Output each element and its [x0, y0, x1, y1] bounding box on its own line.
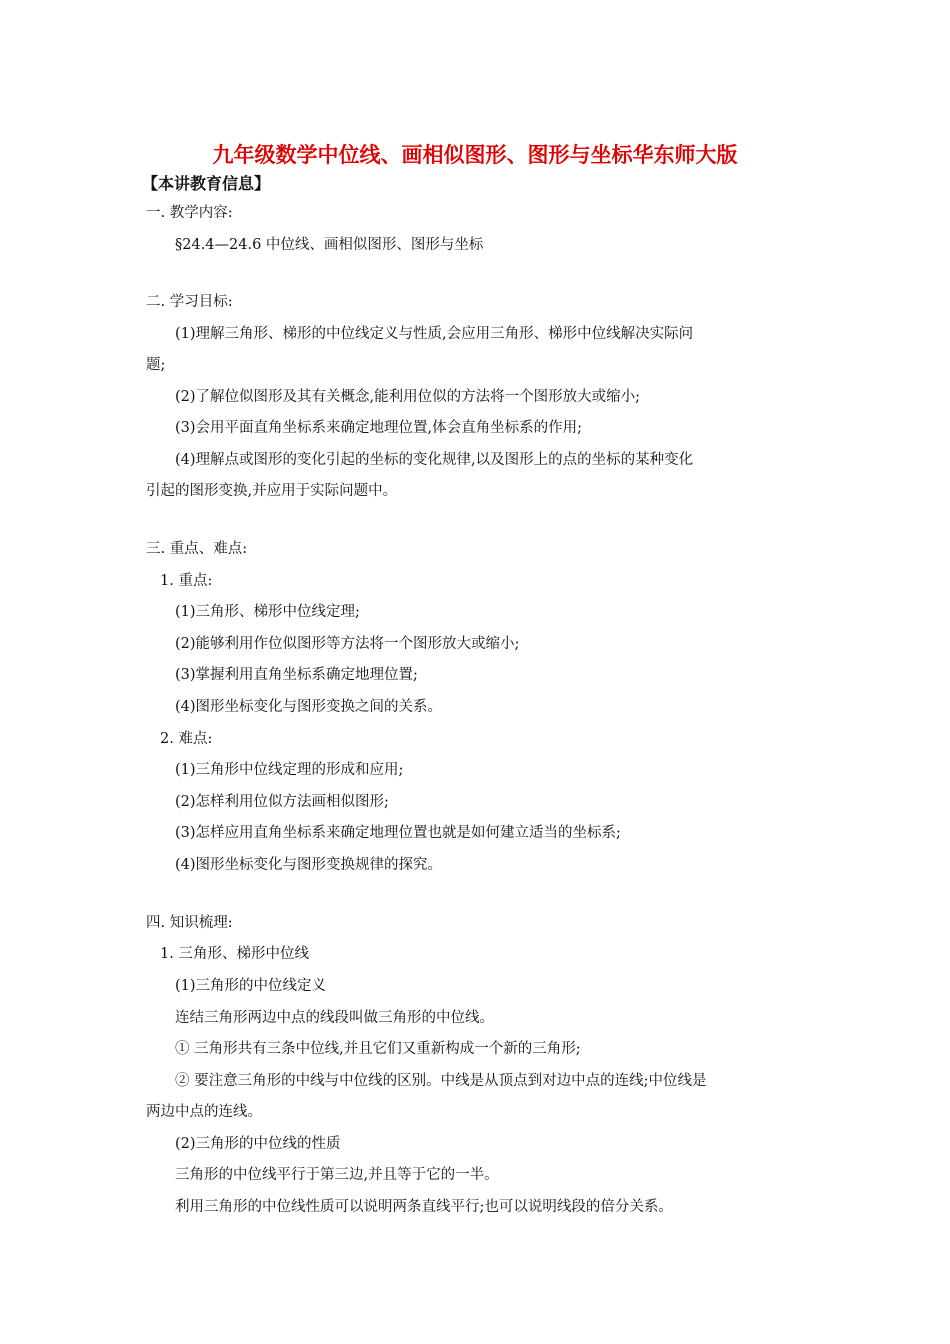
- midline-usage: 利用三角形的中位线性质可以说明两条直线平行;也可以说明线段的倍分关系。: [175, 1199, 673, 1215]
- goal-3: (3)会用平面直角坐标系来确定地理位置,体会直角坐标系的作用;: [175, 420, 583, 436]
- key-point-4: (4)图形坐标变化与图形变换之间的关系。: [175, 699, 443, 715]
- knowledge-subheading-1-1: (1)三角形的中位线定义: [175, 978, 327, 994]
- key-point-3: (3)掌握利用直角坐标系确定地理位置;: [175, 667, 418, 683]
- difficult-point-1: (1)三角形中位线定理的形成和应用;: [175, 762, 404, 778]
- difficult-point-3: (3)怎样应用直角坐标系来确定地理位置也就是如何建立适当的坐标系;: [175, 825, 621, 841]
- info-heading: 【本讲教育信息】: [142, 174, 271, 193]
- content-text: §24.4—24.6 中位线、画相似图形、图形与坐标: [175, 237, 484, 253]
- knowledge-subheading-1-2: (2)三角形的中位线的性质: [175, 1136, 341, 1152]
- knowledge-subheading-1: 1. 三角形、梯形中位线: [160, 946, 309, 962]
- difficult-point-4: (4)图形坐标变化与图形变换规律的探究。: [175, 857, 443, 873]
- section-heading-goals: 二. 学习目标:: [146, 294, 233, 310]
- key-point-2: (2)能够利用作位似图形等方法将一个图形放大或缩小;: [175, 636, 520, 652]
- document-title: 九年级数学中位线、画相似图形、图形与坐标华东师大版: [212, 142, 738, 167]
- goal-4-line-2: 引起的图形变换,并应用于实际问题中。: [146, 483, 398, 499]
- goal-2: (2)了解位似图形及其有关概念,能利用位似的方法将一个图形放大或缩小;: [175, 389, 641, 405]
- goal-1-line-1: (1)理解三角形、梯形的中位线定义与性质,会应用三角形、梯形中位线解决实际问: [175, 326, 694, 342]
- section-heading-knowledge: 四. 知识梳理:: [146, 915, 233, 931]
- midline-definition: 连结三角形两边中点的线段叫做三角形的中位线。: [175, 1010, 494, 1026]
- key-point-1: (1)三角形、梯形中位线定理;: [175, 604, 360, 620]
- midline-note-2-line-1: ② 要注意三角形的中线与中位线的区别。中线是从顶点到对边中点的连线;中位线是: [175, 1073, 707, 1089]
- section-heading-content: 一. 教学内容:: [146, 205, 233, 221]
- section-heading-key: 三. 重点、难点:: [146, 541, 248, 557]
- difficult-point-2: (2)怎样利用位似方法画相似图形;: [175, 794, 389, 810]
- difficult-points-heading: 2. 难点:: [160, 731, 213, 747]
- goal-4-line-1: (4)理解点或图形的变化引起的坐标的变化规律,以及图形上的点的坐标的某种变化: [175, 452, 694, 468]
- key-points-heading: 1. 重点:: [160, 573, 213, 589]
- midline-note-2-line-2: 两边中点的连线。: [146, 1104, 262, 1120]
- goal-1-line-2: 题;: [146, 357, 166, 373]
- midline-note-1: ① 三角形共有三条中位线,并且它们又重新构成一个新的三角形;: [175, 1041, 581, 1057]
- midline-property: 三角形的中位线平行于第三边,并且等于它的一半。: [175, 1167, 499, 1183]
